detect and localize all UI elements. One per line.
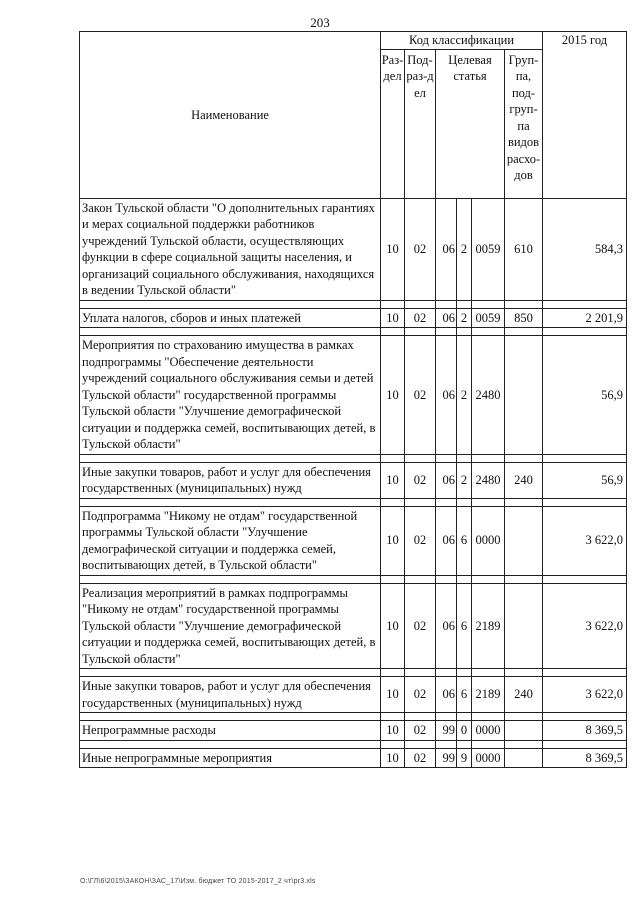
table-row bbox=[80, 748, 627, 768]
budget-table bbox=[79, 31, 627, 768]
target-article-part2: 6 bbox=[457, 677, 472, 713]
target-article-part3: 0000 bbox=[472, 721, 505, 741]
target-article-part1: 06 bbox=[436, 198, 457, 300]
table-row bbox=[80, 583, 627, 669]
target-article-part1: 06 bbox=[436, 308, 457, 328]
amount-cell: 56,9 bbox=[543, 336, 627, 455]
spacer-cell bbox=[543, 713, 627, 721]
row-name: Мероприятия по страхованию имущества в рамках подпрограммы "Обеспечение деятельности учреждений социального обслуживания семьи и детей Тульской области" государственной программы Тульской области "Улучшение демографической ситуации и поддержка семей, воспитывающих детей, в Тульской области" bbox=[80, 336, 381, 455]
spacer-cell bbox=[543, 740, 627, 748]
razdel-cell: 10 bbox=[381, 462, 405, 498]
spacer-cell bbox=[505, 498, 543, 506]
podrazdel-cell: 02 bbox=[405, 506, 436, 575]
expense-type-cell: 610 bbox=[505, 198, 543, 300]
spacer-cell bbox=[543, 328, 627, 336]
row-spacer bbox=[80, 300, 627, 308]
row-name: Подпрограмма "Никому не отдам" государственной программы Тульской области "Улучшение демографической ситуации и поддержка семей, воспитывающих детей, в Тульской области" bbox=[80, 506, 381, 575]
podrazdel-cell: 02 bbox=[405, 677, 436, 713]
razdel-cell: 10 bbox=[381, 308, 405, 328]
expense-type-cell: 240 bbox=[505, 677, 543, 713]
amount-cell: 8 369,5 bbox=[543, 721, 627, 741]
podrazdel-cell: 02 bbox=[405, 308, 436, 328]
row-spacer bbox=[80, 713, 627, 721]
spacer-cell bbox=[80, 669, 381, 677]
spacer-cell bbox=[505, 713, 543, 721]
spacer-cell bbox=[381, 713, 405, 721]
header-year: 2015 год bbox=[543, 32, 627, 199]
spacer-cell bbox=[405, 575, 436, 583]
spacer-cell bbox=[80, 498, 381, 506]
spacer-cell bbox=[436, 498, 457, 506]
target-article-part3: 0059 bbox=[472, 308, 505, 328]
spacer-cell bbox=[472, 575, 505, 583]
razdel-cell: 10 bbox=[381, 198, 405, 300]
spacer-cell bbox=[381, 328, 405, 336]
spacer-cell bbox=[80, 713, 381, 721]
spacer-cell bbox=[457, 300, 472, 308]
target-article-part2: 6 bbox=[457, 583, 472, 669]
target-article-part3: 0000 bbox=[472, 748, 505, 768]
spacer-cell bbox=[472, 328, 505, 336]
row-name: Иные закупки товаров, работ и услуг для обеспечения государственных (муниципальных) нужд bbox=[80, 462, 381, 498]
spacer-cell bbox=[543, 498, 627, 506]
spacer-cell bbox=[543, 300, 627, 308]
header-classification: Код классификации bbox=[381, 32, 543, 50]
expense-type-cell bbox=[505, 336, 543, 455]
podrazdel-cell: 02 bbox=[405, 198, 436, 300]
spacer-cell bbox=[405, 669, 436, 677]
spacer-cell bbox=[405, 498, 436, 506]
table-row bbox=[80, 462, 627, 498]
podrazdel-cell: 02 bbox=[405, 583, 436, 669]
spacer-cell bbox=[436, 740, 457, 748]
podrazdel-cell: 02 bbox=[405, 462, 436, 498]
page-number: 203 bbox=[310, 15, 330, 30]
spacer-cell bbox=[472, 454, 505, 462]
spacer-cell bbox=[405, 328, 436, 336]
spacer-cell bbox=[436, 713, 457, 721]
target-article-part1: 06 bbox=[436, 506, 457, 575]
podrazdel-cell: 02 bbox=[405, 721, 436, 741]
expense-type-cell bbox=[505, 506, 543, 575]
spacer-cell bbox=[405, 713, 436, 721]
row-spacer bbox=[80, 740, 627, 748]
spacer-cell bbox=[381, 740, 405, 748]
target-article-part3: 0000 bbox=[472, 506, 505, 575]
spacer-cell bbox=[543, 669, 627, 677]
razdel-cell: 10 bbox=[381, 506, 405, 575]
razdel-cell: 10 bbox=[381, 677, 405, 713]
spacer-cell bbox=[472, 713, 505, 721]
amount-cell: 3 622,0 bbox=[543, 583, 627, 669]
spacer-cell bbox=[457, 498, 472, 506]
target-article-part1: 06 bbox=[436, 677, 457, 713]
amount-cell: 8 369,5 bbox=[543, 748, 627, 768]
file-path-footer: O:\ГЛ\6\2015\ЗАКОН\ЗАС_17\Изм. бюджет ТО 2015-2017_2 чт\pr3.xls bbox=[80, 878, 316, 885]
row-name: Уплата налогов, сборов и иных платежей bbox=[80, 308, 381, 328]
table-row bbox=[80, 721, 627, 741]
spacer-cell bbox=[457, 575, 472, 583]
target-article-part3: 2189 bbox=[472, 677, 505, 713]
spacer-cell bbox=[543, 454, 627, 462]
target-article-part1: 99 bbox=[436, 721, 457, 741]
row-name: Закон Тульской области "О дополнительных гарантиях и мерах социальной поддержки работников учреждений Тульской области, осуществляющих функции в сфере социальной защиты населения, и организаций социального обслуживания, находящихся в ведении Тульской области" bbox=[80, 198, 381, 300]
expense-type-cell bbox=[505, 583, 543, 669]
spacer-cell bbox=[436, 454, 457, 462]
spacer-cell bbox=[436, 575, 457, 583]
target-article-part3: 0059 bbox=[472, 198, 505, 300]
spacer-cell bbox=[405, 454, 436, 462]
razdel-cell: 10 bbox=[381, 336, 405, 455]
spacer-cell bbox=[457, 669, 472, 677]
spacer-cell bbox=[505, 740, 543, 748]
podrazdel-cell: 02 bbox=[405, 748, 436, 768]
target-article-part2: 2 bbox=[457, 336, 472, 455]
target-article-part2: 2 bbox=[457, 308, 472, 328]
expense-type-cell: 850 bbox=[505, 308, 543, 328]
row-spacer bbox=[80, 328, 627, 336]
amount-cell: 56,9 bbox=[543, 462, 627, 498]
target-article-part1: 06 bbox=[436, 336, 457, 455]
spacer-cell bbox=[457, 328, 472, 336]
target-article-part2: 9 bbox=[457, 748, 472, 768]
spacer-cell bbox=[543, 575, 627, 583]
spacer-cell bbox=[381, 454, 405, 462]
spacer-cell bbox=[472, 740, 505, 748]
spacer-cell bbox=[381, 498, 405, 506]
table-row bbox=[80, 308, 627, 328]
spacer-cell bbox=[381, 669, 405, 677]
row-name: Иные закупки товаров, работ и услуг для обеспечения государственных (муниципальных) нужд bbox=[80, 677, 381, 713]
spacer-cell bbox=[80, 454, 381, 462]
spacer-cell bbox=[405, 300, 436, 308]
row-spacer bbox=[80, 669, 627, 677]
target-article-part2: 6 bbox=[457, 506, 472, 575]
razdel-cell: 10 bbox=[381, 721, 405, 741]
row-name: Непрограммные расходы bbox=[80, 721, 381, 741]
spacer-cell bbox=[80, 328, 381, 336]
spacer-cell bbox=[505, 328, 543, 336]
table-row bbox=[80, 506, 627, 575]
expense-type-cell: 240 bbox=[505, 462, 543, 498]
header-celevaya: Целевая статья bbox=[436, 49, 505, 198]
amount-cell: 3 622,0 bbox=[543, 677, 627, 713]
spacer-cell bbox=[80, 575, 381, 583]
row-spacer bbox=[80, 575, 627, 583]
spacer-cell bbox=[472, 498, 505, 506]
spacer-cell bbox=[80, 300, 381, 308]
amount-cell: 3 622,0 bbox=[543, 506, 627, 575]
razdel-cell: 10 bbox=[381, 748, 405, 768]
spacer-cell bbox=[405, 740, 436, 748]
spacer-cell bbox=[436, 328, 457, 336]
header-gruppa: Груп-па, под-груп-па видов расхо-дов bbox=[505, 49, 543, 198]
expense-type-cell bbox=[505, 721, 543, 741]
target-article-part2: 2 bbox=[457, 462, 472, 498]
razdel-cell: 10 bbox=[381, 583, 405, 669]
spacer-cell bbox=[436, 300, 457, 308]
target-article-part3: 2480 bbox=[472, 336, 505, 455]
spacer-cell bbox=[381, 300, 405, 308]
row-name: Иные непрограммные мероприятия bbox=[80, 748, 381, 768]
spacer-cell bbox=[505, 575, 543, 583]
spacer-cell bbox=[472, 300, 505, 308]
table-row bbox=[80, 336, 627, 455]
spacer-cell bbox=[505, 300, 543, 308]
header-razdel: Раз-дел bbox=[381, 49, 405, 198]
spacer-cell bbox=[457, 713, 472, 721]
header-name: Наименование bbox=[80, 32, 381, 199]
table-row bbox=[80, 677, 627, 713]
row-spacer bbox=[80, 498, 627, 506]
row-name: Реализация мероприятий в рамках подпрограммы "Никому не отдам" государственной программы Тульской области "Улучшение демографической ситуации и поддержка семей, воспитывающих детей, в Тульской области" bbox=[80, 583, 381, 669]
spacer-cell bbox=[457, 740, 472, 748]
target-article-part2: 0 bbox=[457, 721, 472, 741]
spacer-cell bbox=[436, 669, 457, 677]
spacer-cell bbox=[80, 740, 381, 748]
expense-type-cell bbox=[505, 748, 543, 768]
target-article-part3: 2189 bbox=[472, 583, 505, 669]
target-article-part3: 2480 bbox=[472, 462, 505, 498]
table-row bbox=[80, 198, 627, 300]
table-body bbox=[80, 198, 627, 768]
target-article-part1: 06 bbox=[436, 583, 457, 669]
amount-cell: 584,3 bbox=[543, 198, 627, 300]
row-spacer bbox=[80, 454, 627, 462]
target-article-part1: 99 bbox=[436, 748, 457, 768]
header-podrazdel: Под-раз-дел bbox=[405, 49, 436, 198]
spacer-cell bbox=[381, 575, 405, 583]
target-article-part1: 06 bbox=[436, 462, 457, 498]
target-article-part2: 2 bbox=[457, 198, 472, 300]
spacer-cell bbox=[472, 669, 505, 677]
spacer-cell bbox=[457, 454, 472, 462]
spacer-cell bbox=[505, 669, 543, 677]
amount-cell: 2 201,9 bbox=[543, 308, 627, 328]
podrazdel-cell: 02 bbox=[405, 336, 436, 455]
spacer-cell bbox=[505, 454, 543, 462]
